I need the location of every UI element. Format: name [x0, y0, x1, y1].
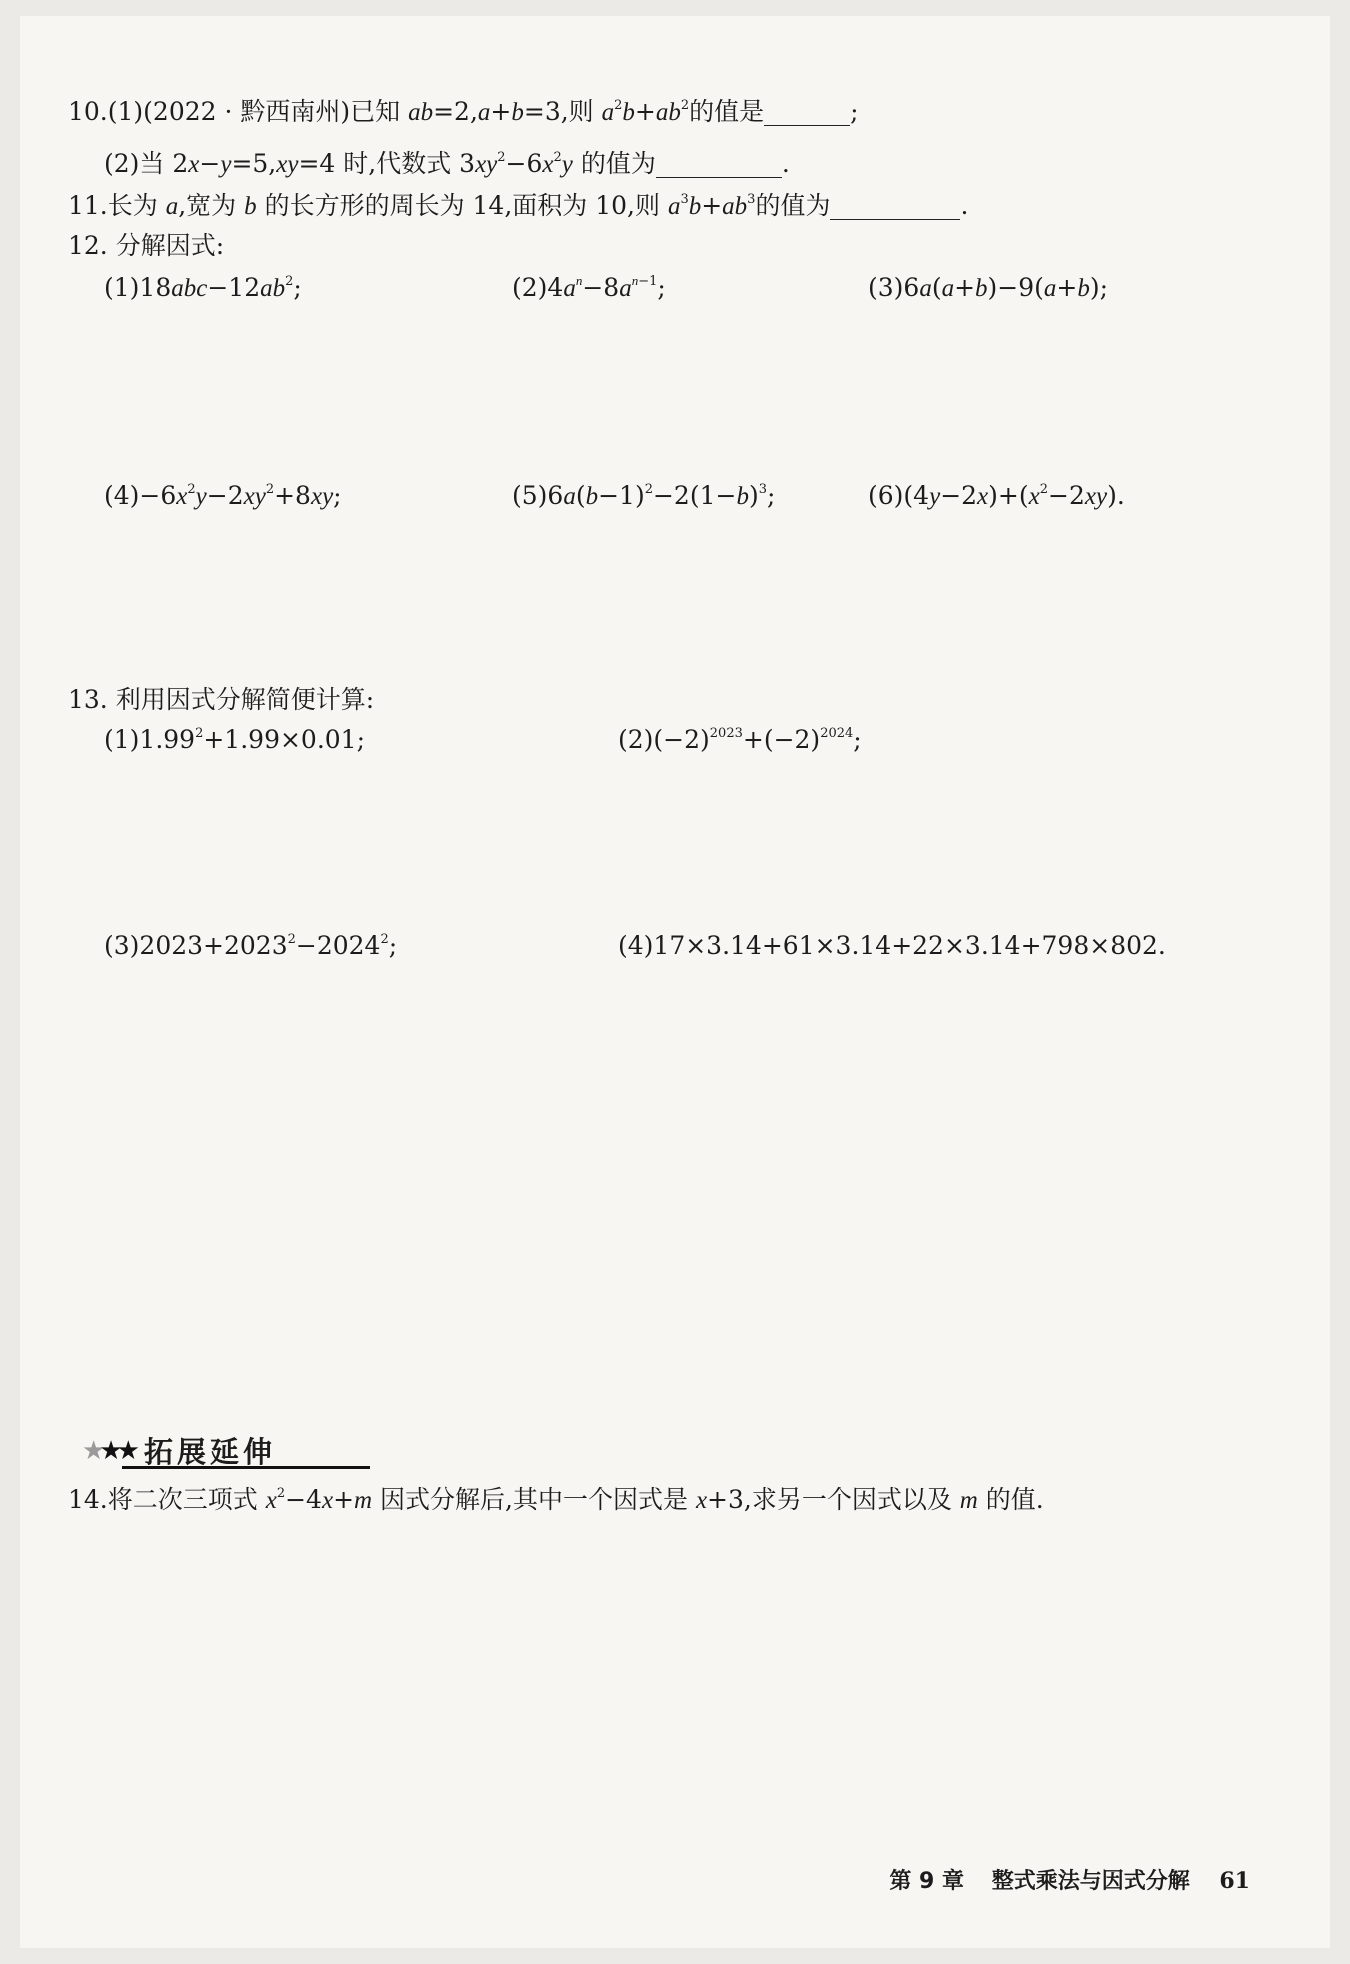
answer-blank[interactable] — [830, 193, 960, 220]
question-12-item-4: $(4)-6x^2y-2xy^2+8xy$; — [104, 481, 342, 510]
question-12-item-2: $(2)4a^n-8a^{n-1}$; — [512, 273, 666, 302]
question-13-item-2: $(2)(-2)^{2023}+(-2)^{2024}$; — [618, 725, 862, 754]
question-11: 11.长为 a,宽为 b 的长方形的周长为 14,面积为 10,则 $a^3b+ab^3$的值为 . — [68, 191, 969, 220]
question-12-item-6: $(6)(4y-2x)+(x^2-2xy)$. — [868, 481, 1125, 510]
question-number: 11. — [68, 191, 108, 220]
question-12-item-5: $(5)6a(b-1)^2-2(1-b)^3$; — [512, 481, 776, 510]
question-12-item-1: $(1)18abc-12ab^2$; — [104, 273, 302, 302]
answer-blank[interactable] — [656, 151, 782, 178]
chapter-title: 整式乘法与因式分解 — [991, 1869, 1190, 1894]
page-footer — [889, 1864, 1250, 1895]
stars-icon: ★★★ — [82, 1436, 134, 1466]
question-14: 14.将二次三项式 $x^2-4x+m$ 因式分解后,其中一个因式是 x+3,求另一个因式以及 m 的值. — [68, 1485, 1044, 1514]
question-12-item-3: (3)6a(a+b)−9(a+b); — [868, 273, 1109, 302]
question-number: 14. — [68, 1485, 108, 1514]
question-13-item-4: (4)17×3.14+61×3.14+22×3.14+798×802. — [618, 931, 1166, 960]
section-heading-extension — [82, 1426, 342, 1472]
page-number: 61 — [1219, 1868, 1250, 1894]
question-13-heading: 13. 利用因式分解简便计算: — [68, 685, 375, 714]
question-number: 10. — [68, 97, 108, 126]
worksheet-page — [20, 16, 1330, 1948]
section-title: 拓展延伸 — [144, 1435, 277, 1469]
answer-blank[interactable] — [764, 99, 850, 126]
question-12-heading: 12. 分解因式: — [68, 231, 225, 260]
chapter-number: 第 9 章 — [889, 1869, 965, 1894]
question-10-part-1: 10.(1)(2022 · 黔西南州)已知 ab=2,a+b=3,则 $a^2b+ab^2$的值是 ; — [68, 97, 859, 126]
question-13-item-1: $(1)1.99^2+1.99\times 0.01$; — [104, 725, 366, 754]
question-10-part-2: (2)当 2x−y=5,xy=4 时,代数式 $3xy^2-6x^2y$ 的值为 . — [104, 149, 790, 178]
question-13-item-3: $(3)2023+2023^2-2024^2$; — [104, 931, 398, 960]
